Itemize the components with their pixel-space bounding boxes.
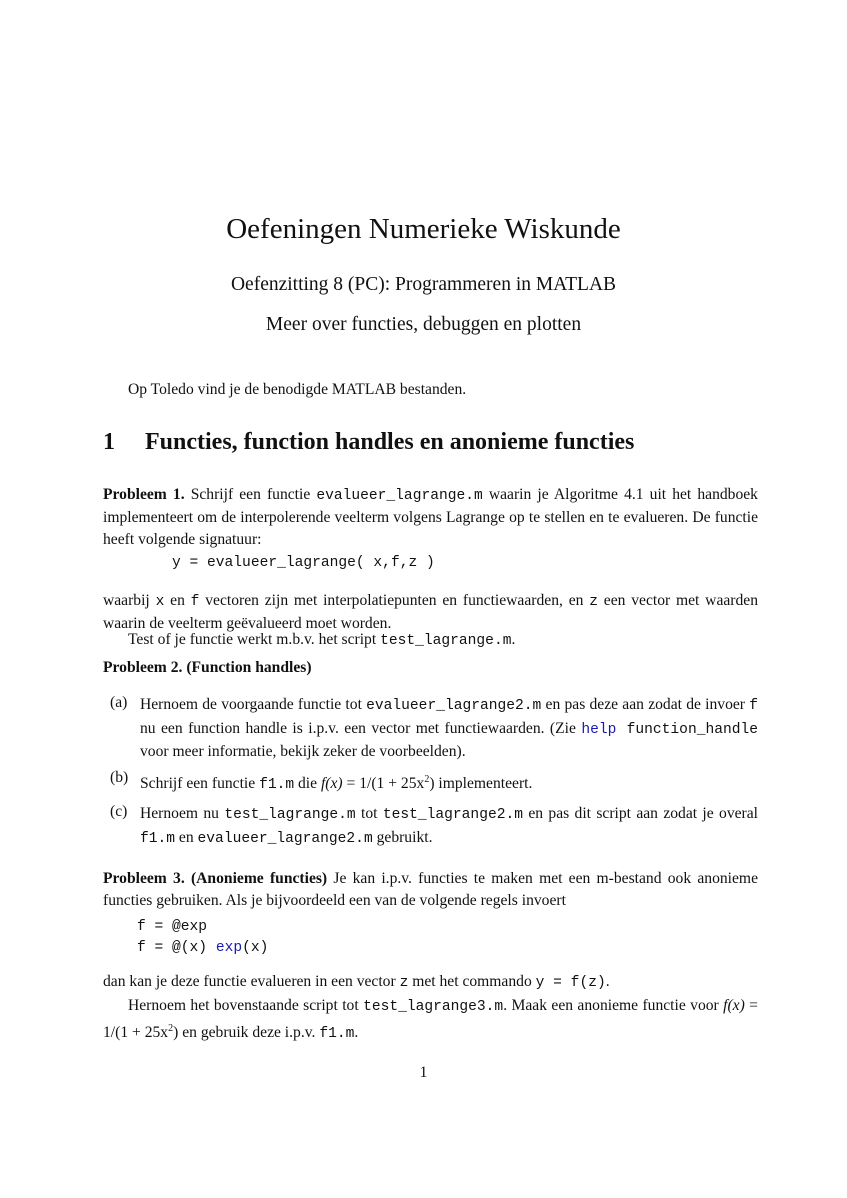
item-a-label: (a) (110, 694, 128, 711)
item-b-label: (b) (110, 769, 129, 786)
section-title: Functies, function handles en anonieme functies (145, 429, 635, 455)
problem-2-label: Probleem 2. (103, 659, 183, 676)
intro-text: Op Toledo vind je de benodigde MATLAB bestanden. (128, 381, 467, 398)
code-line-2: f = @(x) exp(x) (137, 940, 269, 956)
section-number: 1 (103, 429, 115, 455)
item-a-text: Hernoem de voorgaande functie tot evalueer_lagrange2.m en pas deze aan zodat de invoer f nu een function handle is i.p.v. een vector met functiewaarden. (Zie help function_handle voor meer informatie, bekijk zeker de voorbeelden). (140, 696, 759, 760)
document-title: Oefeningen Numerieke Wiskunde (226, 213, 621, 245)
page-number: 1 (419, 1064, 428, 1081)
problem-1-text: Probleem 1. Schrijf een functie evalueer_lagrange.m waarin je Algoritme 4.1 uit het handboek implementeert om de interpolerende veelterm volgens Lagrange op te stellen en te evalueren. De functie heeft volgende signatuur: (103, 486, 758, 548)
problem-3-label: Probleem 3. (103, 870, 185, 887)
item-c-label: (c) (110, 803, 128, 820)
code-line-1: f = @exp (137, 919, 208, 935)
problem-1-test: Test of je functie werkt m.b.v. het script test_lagrange.m. (128, 631, 516, 649)
problem-3-text: Probleem 3. (Anonieme functies) Je kan i.p.v. functies te maken met een m-bestand ook anonieme functies gebruiken. Als je bijvoordeeld een van de volgende regels invoert (103, 870, 758, 909)
problem-1-explanation: waarbij x en f vectoren zijn met interpolatiepunten en functiewaarden, en z een vector met waarden waarin de veelterm geëvalueerd moet worden. (103, 592, 758, 632)
problem-2-heading: Probleem 2. (Function handles) (103, 659, 312, 676)
document-subtitle-2: Meer over functies, debuggen en plotten (265, 314, 582, 335)
item-b-text: Schrijf een functie f1.m die $f(x) = 1/(1 + 25x^2)$ implementeert. (140, 774, 533, 794)
exp-keyword: exp (215, 940, 243, 956)
item-c-text: Hernoem nu test_lagrange.m tot test_lagrange2.m en pas dit script aan zodat je overal f1.m en evalueer_lagrange2.m gebruikt. (140, 805, 758, 847)
code-signature: y = evalueer_lagrange( x,f,z ) (172, 555, 435, 571)
problem-3-task: Hernoem het bovenstaande script tot test_lagrange3.m. Maak een anonieme functie voor $f(x) = 1/(1 + 25x^2)$ en gebruik deze i.p.v. f1.m. (103, 997, 758, 1043)
help-keyword: help (581, 721, 617, 738)
problem-1-label: Probleem 1. (103, 486, 185, 503)
problem-3-eval: dan kan je deze functie evalueren in een vector z met het commando y = f(z). (103, 973, 610, 991)
document-subtitle: Oefenzitting 8 (PC): Programmeren in MATLAB (230, 274, 617, 295)
